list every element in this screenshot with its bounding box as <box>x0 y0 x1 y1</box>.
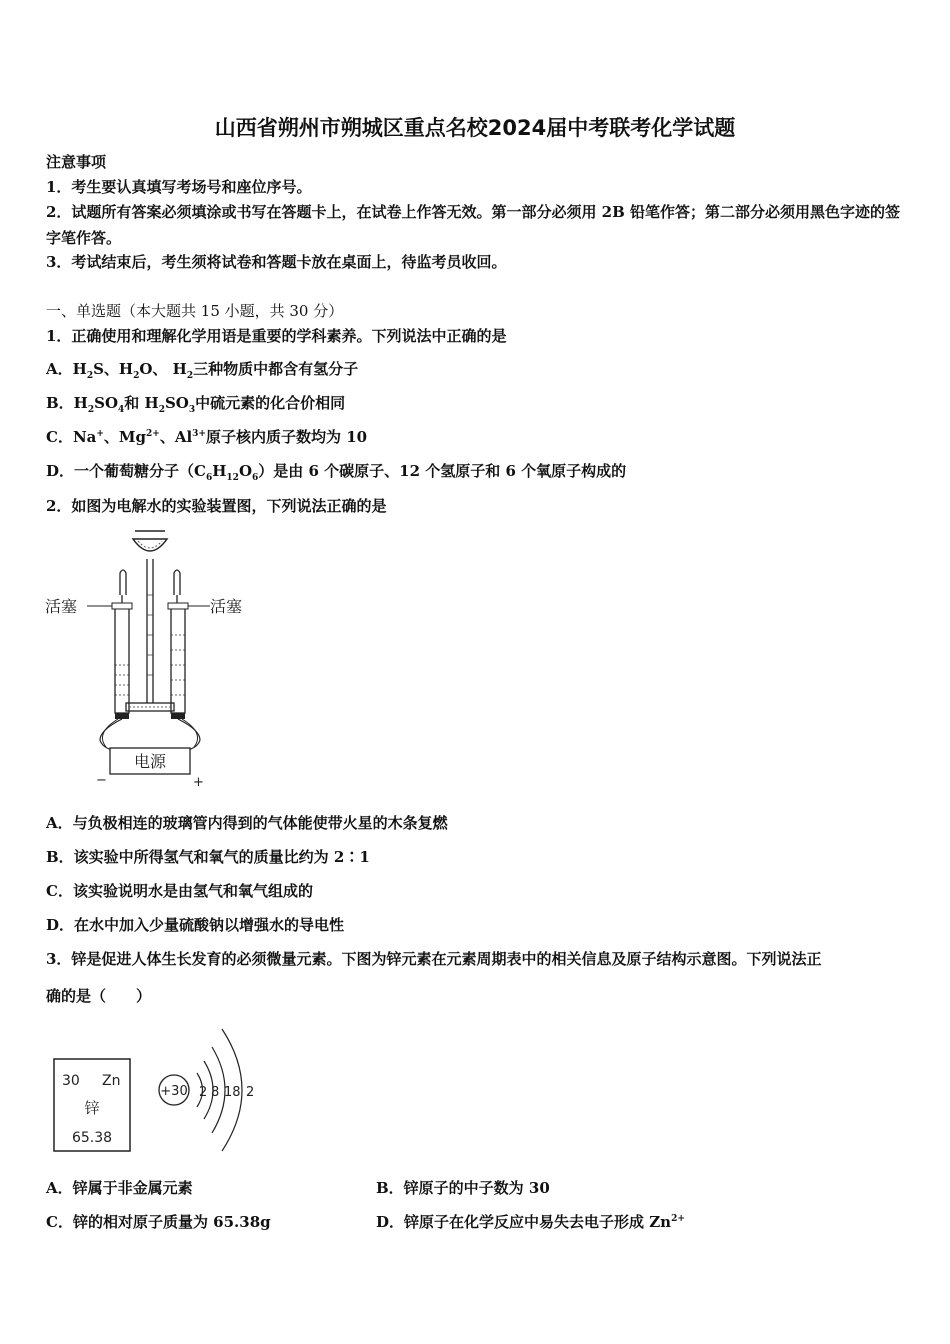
shell-1-count: 2 <box>199 1085 208 1100</box>
q3-option-c: C．锌的相对原子质量为 65.38g <box>46 1213 271 1231</box>
zinc-figure <box>50 1015 270 1155</box>
page-title: 山西省朔州市朔城区重点名校2024届中考联考化学试题 <box>214 116 736 140</box>
positive-terminal-label: + <box>193 775 204 790</box>
element-symbol: Zn <box>102 1073 121 1089</box>
right-stopcock-label: 活塞 <box>210 597 243 616</box>
element-name: 锌 <box>84 1099 100 1117</box>
power-label: 电源 <box>133 752 167 771</box>
q1-option-b: B．$H_2SO_4$和 $H_2SO_3$中硫元素的化合价相同 <box>46 394 346 415</box>
q3-stem-line2: 确的是（ ） <box>46 987 152 1005</box>
q1-option-a: A．$H_2S$、$H_2O$、 $H_2$三种物质中都含有氢分子 <box>46 360 359 381</box>
q2-option-d: D．在水中加入少量硫酸钠以增强水的导电性 <box>46 916 345 934</box>
notice-item-1: 1．考生要认真填写考场号和座位序号。 <box>46 178 312 196</box>
left-stopcock-label: 活塞 <box>45 597 78 616</box>
notice-item-3: 3．考试结束后，考生须将试卷和答题卡放在桌面上，待监考员收回。 <box>46 253 507 271</box>
q2-stem: 2．如图为电解水的实验装置图，下列说法正确的是 <box>46 497 387 515</box>
electrolysis-figure <box>40 525 280 795</box>
q1-stem: 1．正确使用和理解化学用语是重要的学科素养。下列说法中正确的是 <box>46 327 507 345</box>
element-mass: 65.38 <box>71 1130 113 1146</box>
q3-option-a: A．锌属于非金属元素 <box>46 1179 193 1197</box>
nucleus-charge: +30 <box>160 1084 188 1099</box>
element-number: 30 <box>62 1073 80 1089</box>
q2-option-a: A．与负极相连的玻璃管内得到的气体能使带火星的木条复燃 <box>46 814 448 832</box>
notice-item-2: 2．试题所有答案必须填涂或书写在答题卡上，在试卷上作答无效。第一部分必须用 2B 铅笔作答；第二部分必须用黑色字迹的签字笔作答。 <box>46 203 901 247</box>
shell-4-count: 2 <box>246 1085 255 1100</box>
q1-option-c: C．Na+、$Mg^{2+}$、$Al^{3+}$原子核内质子数均为 10 <box>46 428 368 446</box>
q1-option-d: D．一个葡萄糖分子$(C_6H_{12}O_6)$是由 6 个碳原子、12 个氢原子和 6 个氧原子构成的 <box>46 462 627 483</box>
q2-option-c: C．该实验说明水是由氢气和氧气组成的 <box>46 882 313 900</box>
q3-stem-line1: 3．锌是促进人体生长发育的必须微量元素。下图为锌元素在元素周期表中的相关信息及原子结构示意图。下列说法正 <box>46 950 822 968</box>
section-heading: 一、单选题（本大题共 15 小题，共 30 分） <box>46 302 344 320</box>
q3-option-b: B．锌原子的中子数为 30 <box>376 1179 550 1197</box>
q3-option-d: D．锌原子在化学反应中易失去电子形成 $Zn^{2+}$ <box>376 1213 685 1231</box>
q2-option-b: B．该实验中所得氢气和氧气的质量比约为 2∶1 <box>46 848 370 866</box>
notice-heading: 注意事项 <box>46 153 107 171</box>
shell-2-count: 8 <box>211 1085 220 1100</box>
negative-terminal-label: − <box>96 773 107 788</box>
shell-3-count: 18 <box>224 1085 241 1100</box>
